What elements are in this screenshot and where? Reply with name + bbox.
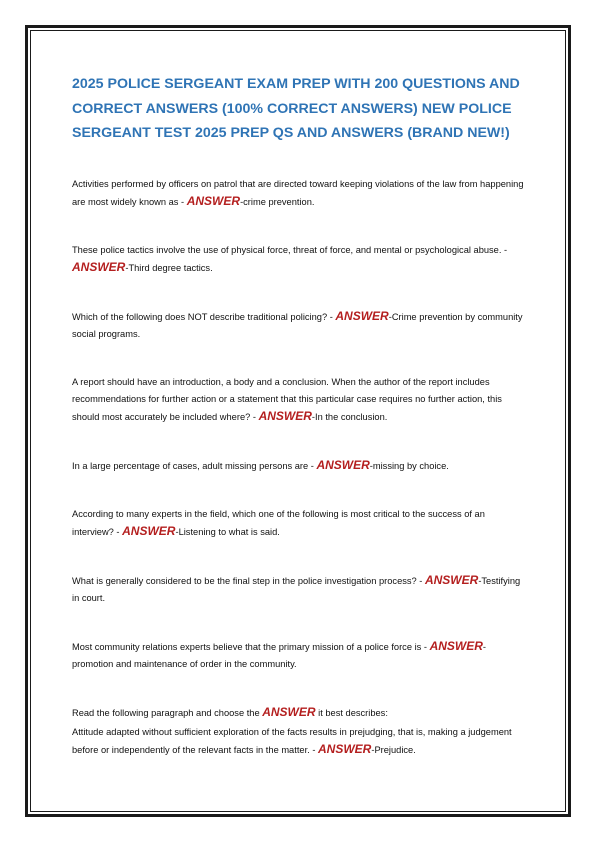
qa-item [72, 724, 524, 759]
answer-text: -Third degree tactics. [125, 262, 213, 273]
question-text: A report should have an introduction, a body and a conclusion. When the author of the report includes recommendations for further action or a statement that this particular case requires no further action, this should most accurately be included where? - [72, 376, 502, 422]
answer-text: -Crime prevention by community social programs. [72, 311, 523, 339]
qa-item [72, 374, 524, 426]
answer-text: -missing by choice. [369, 460, 449, 471]
answer-label: ANSWER [72, 259, 126, 274]
question-text: According to many experts in the field, which one of the following is most critical to the success of an interview? - [72, 508, 485, 537]
question-text: Which of the following does NOT describe traditional policing? - [72, 311, 336, 322]
question-text: These police tactics involve the use of physical force, threat of force, and mental or psychological abuse. - [72, 244, 508, 255]
qa-item [72, 308, 524, 343]
intro-text: Read the following paragraph and choose the [72, 707, 263, 718]
question-text: Attitude adapted without sufficient exploration of the facts results in prejudging, that is, making a judgement before or independently of the relevant facts in the matter. - [72, 726, 512, 755]
qa-item [72, 506, 524, 541]
qa-item [72, 242, 524, 277]
answer-text: -Testifying in court. [72, 575, 521, 603]
answer-label: ANSWER [122, 523, 176, 538]
document-title: 2025 POLICE SERGEANT EXAM PREP WITH 200 QUESTIONS AND CORRECT ANSWERS (100% CORRECT ANSWERS) NEW POLICE SERGEANT TEST 2025 PREP QS AND ANSWERS (BRAND NEW!) [72, 76, 520, 141]
answer-label: ANSWER [335, 308, 389, 323]
question-text: Activities performed by officers on patrol that are directed toward keeping violations of the law from happening are most widely known as - [72, 178, 524, 207]
answer-label: ANSWER [186, 193, 241, 208]
qa-item [72, 638, 524, 673]
answer-label: ANSWER [258, 408, 312, 423]
answer-label: ANSWER [316, 457, 370, 472]
question-text: What is generally considered to be the final step in the police investigation process? - [72, 575, 425, 586]
answer-text: -promotion and maintenance of order in the community. [72, 641, 487, 669]
answer-text: -Listening to what is said. [175, 526, 280, 537]
answer-label: ANSWER [424, 572, 479, 587]
document-body [72, 72, 524, 790]
paragraph-intro [72, 704, 524, 722]
answer-label: ANSWER [262, 704, 316, 719]
qa-item [72, 457, 524, 475]
question-text: Most community relations experts believe that the primary mission of a police force is - [72, 641, 430, 652]
answer-text: -In the conclusion. [311, 411, 388, 422]
answer-label: ANSWER [429, 638, 483, 653]
answer-text: -crime prevention. [240, 196, 315, 207]
answer-text: -Prejudice. [371, 744, 416, 755]
question-text: In a large percentage of cases, adult missing persons are - [72, 460, 317, 471]
answer-label: ANSWER [318, 741, 372, 756]
qa-item [72, 176, 524, 211]
qa-item [72, 572, 524, 607]
intro-text: it best describes: [315, 707, 388, 718]
